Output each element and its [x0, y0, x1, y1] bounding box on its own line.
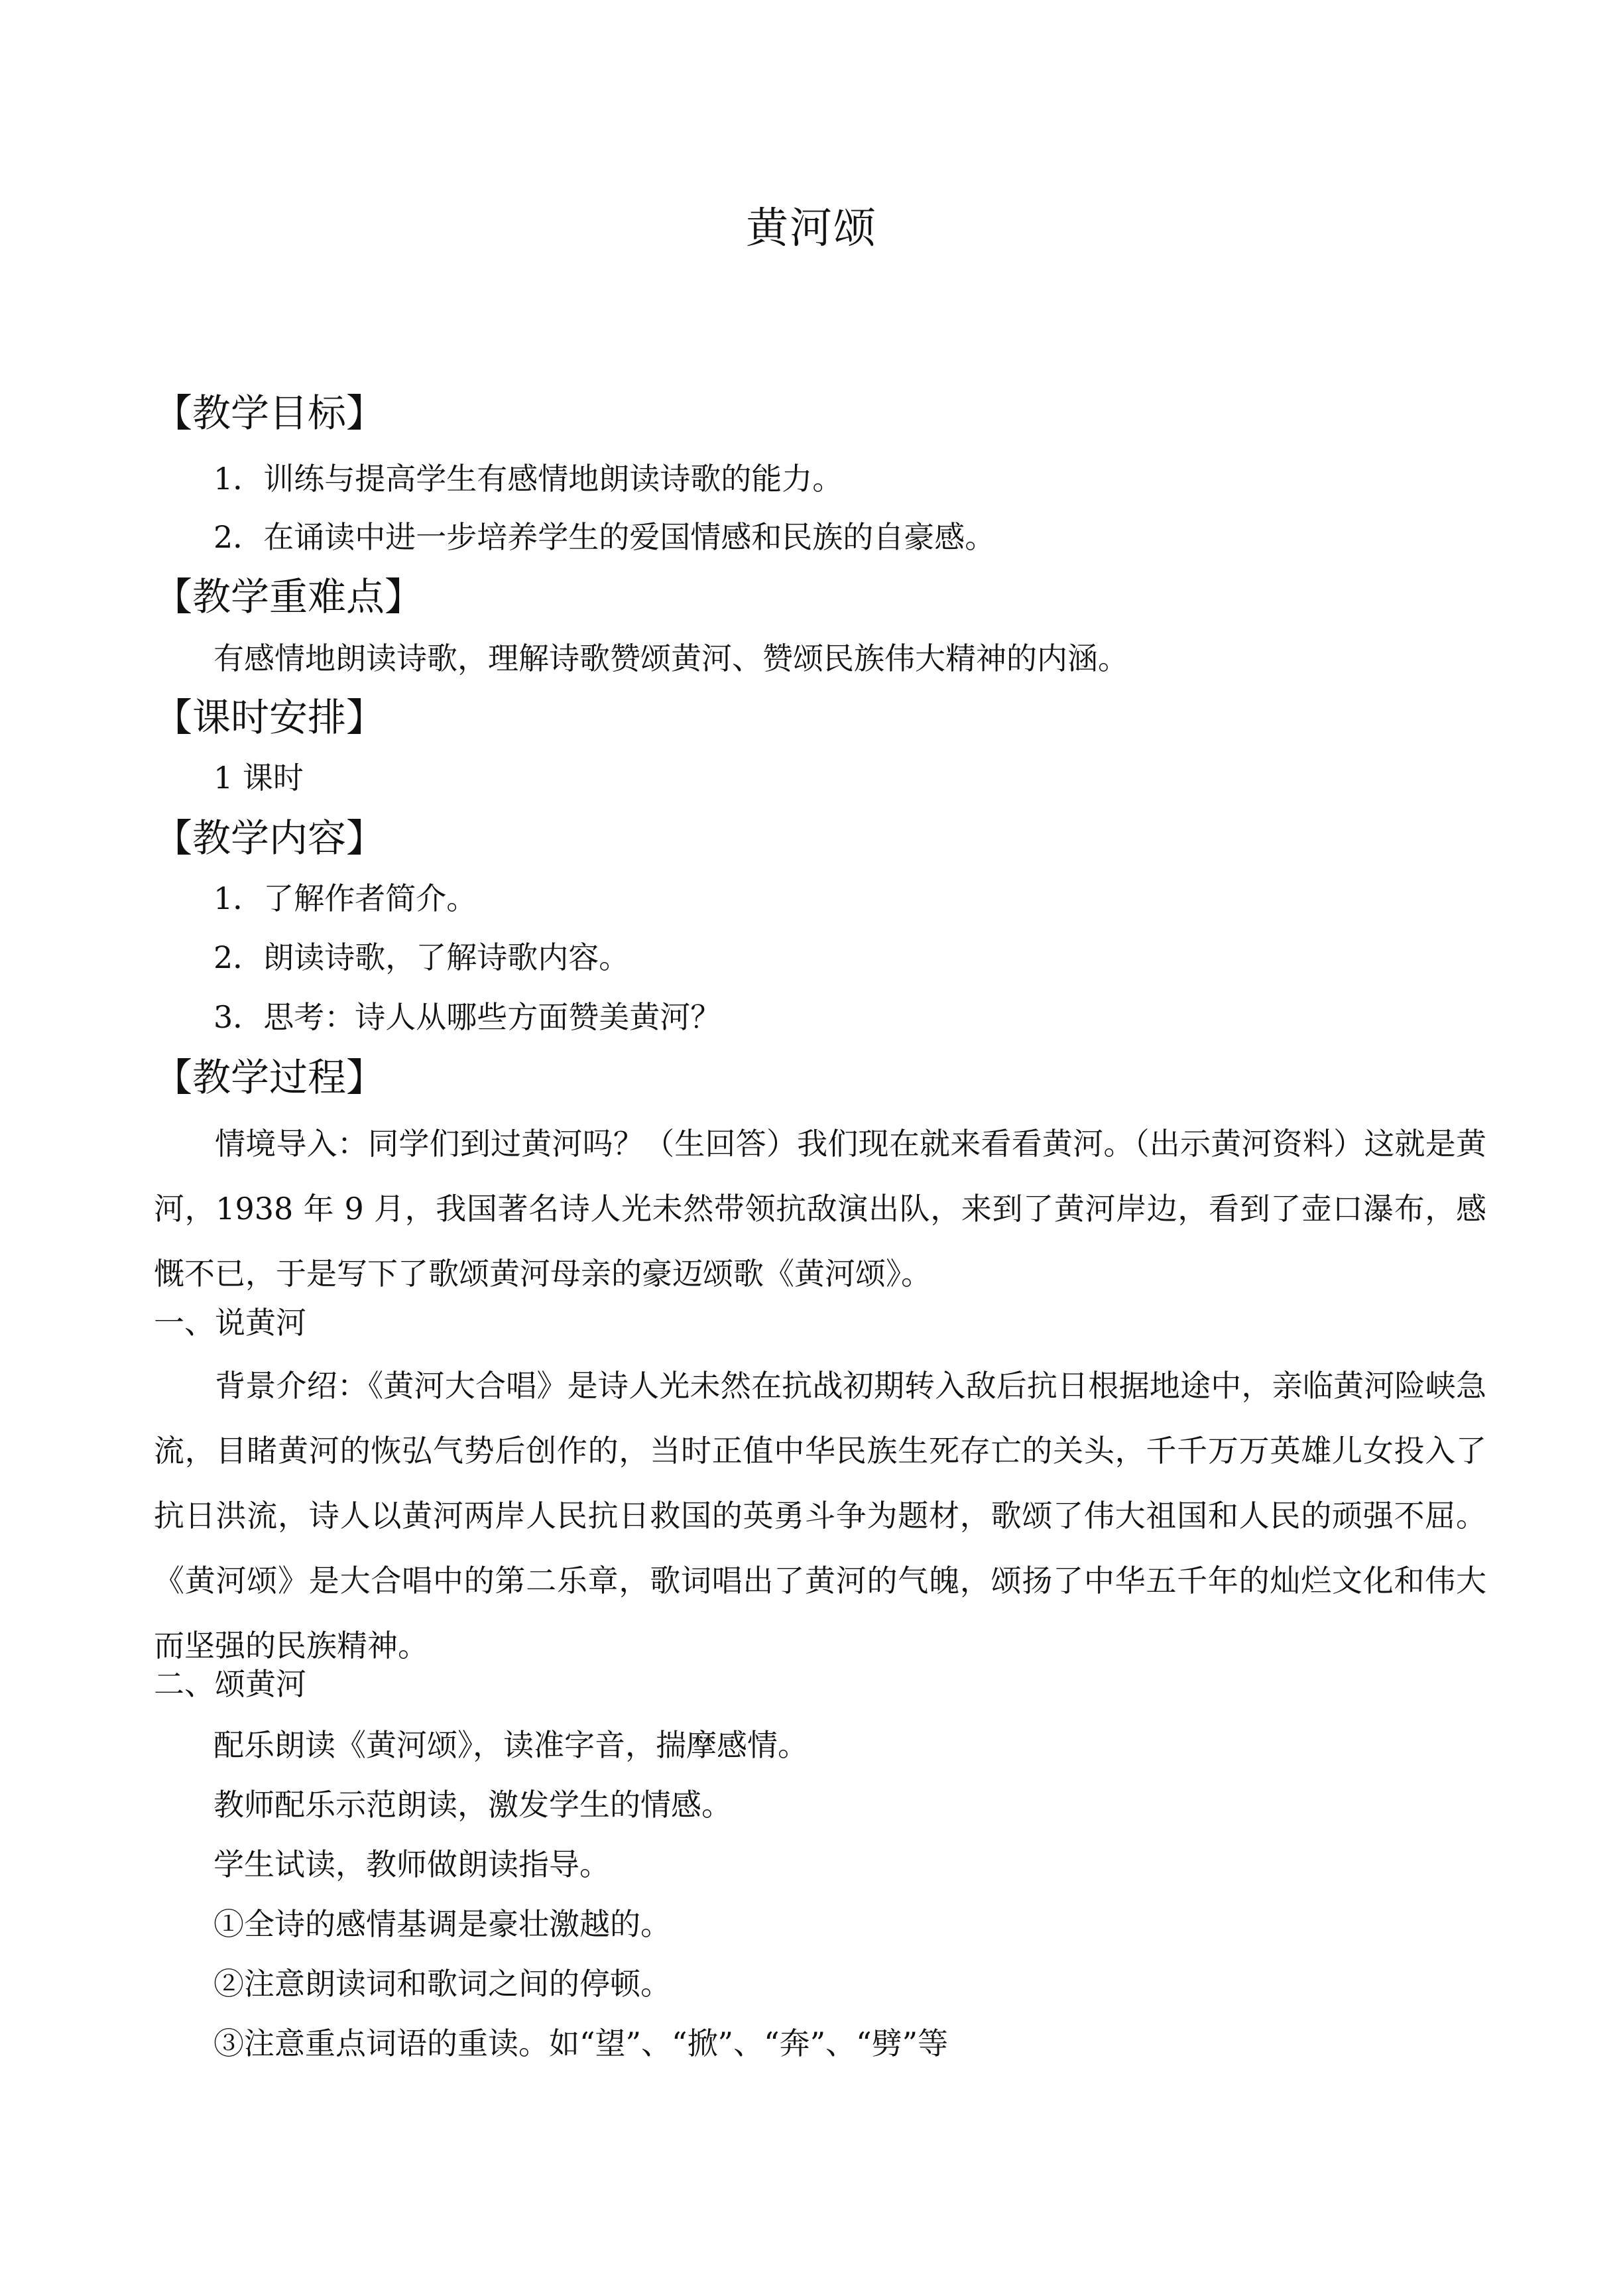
content-item-1: 1．了解作者简介。: [213, 880, 477, 916]
heading-teaching-process: 【教学过程】: [154, 1055, 385, 1100]
part1-heading: 一、说黄河: [154, 1305, 306, 1341]
part2-line-3: 学生试读，教师做朗读指导。: [213, 1846, 610, 1882]
goal-item-2: 2．在诵读中进一步培养学生的爱国情感和民族的自豪感。: [213, 519, 996, 555]
part2-heading: 二、颂黄河: [154, 1666, 306, 1702]
content-item-2: 2．朗读诗歌，了解诗歌内容。: [213, 939, 630, 975]
background-paragraph: 背景介绍：《黄河大合唱》是诗人光未然在抗战初期转入敌后抗日根据地途中，亲临黄河险峡急流，目睹黄河的恢弘气势后创作的，当时正值中华民族生死存亡的关头，千千万万英雄儿女投入了抗日洪流，诗人以黄河两岸人民抗日救国的英勇斗争为题材，歌颂了伟大祖国和人民的顽强不屈。《黄河颂》是大合唱中的第二乐章，歌词唱出了黄河的气魄，颂扬了中华五千年的灿烂文化和伟大而坚强的民族精神。: [154, 1368, 1486, 1663]
part2-line-5: ②注意朗读词和歌词之间的停顿。: [213, 1966, 671, 2002]
heading-teaching-content: 【教学内容】: [154, 816, 385, 861]
document-title: 黄河颂: [746, 204, 877, 253]
intro-paragraph: 情境导入：同学们到过黄河吗？（生回答）我们现在就来看看黄河。（出示黄河资料）这就是黄河，1938 年 9 月，我国著名诗人光未然带领抗敌演出队，来到了黄河岸边，看到了壶口瀑布，感慨不已，于是写下了歌颂黄河母亲的豪迈颂歌《黄河颂》。: [154, 1126, 1486, 1292]
part2-line-4: ①全诗的感情基调是豪壮激越的。: [213, 1906, 671, 1942]
heading-key-points: 【教学重难点】: [154, 574, 424, 619]
part2-line-2: 教师配乐示范朗读，激发学生的情感。: [213, 1787, 732, 1823]
content-item-3: 3．思考：诗人从哪些方面赞美黄河？: [213, 999, 721, 1035]
part2-line-6: ③注意重点词语的重读。如“望”、“掀”、“奔”、“劈”等: [213, 2025, 949, 2061]
key-points-text: 有感情地朗读诗歌，理解诗歌赞颂黄河、赞颂民族伟大精神的内涵。: [213, 640, 1128, 676]
schedule-text: 1 课时: [213, 760, 304, 796]
goal-item-1: 1．训练与提高学生有感情地朗读诗歌的能力。: [213, 461, 843, 497]
part2-line-1: 配乐朗读《黄河颂》，读准字音，揣摩感情。: [213, 1727, 808, 1763]
heading-teaching-goals: 【教学目标】: [154, 391, 385, 436]
heading-schedule: 【课时安排】: [154, 695, 385, 740]
